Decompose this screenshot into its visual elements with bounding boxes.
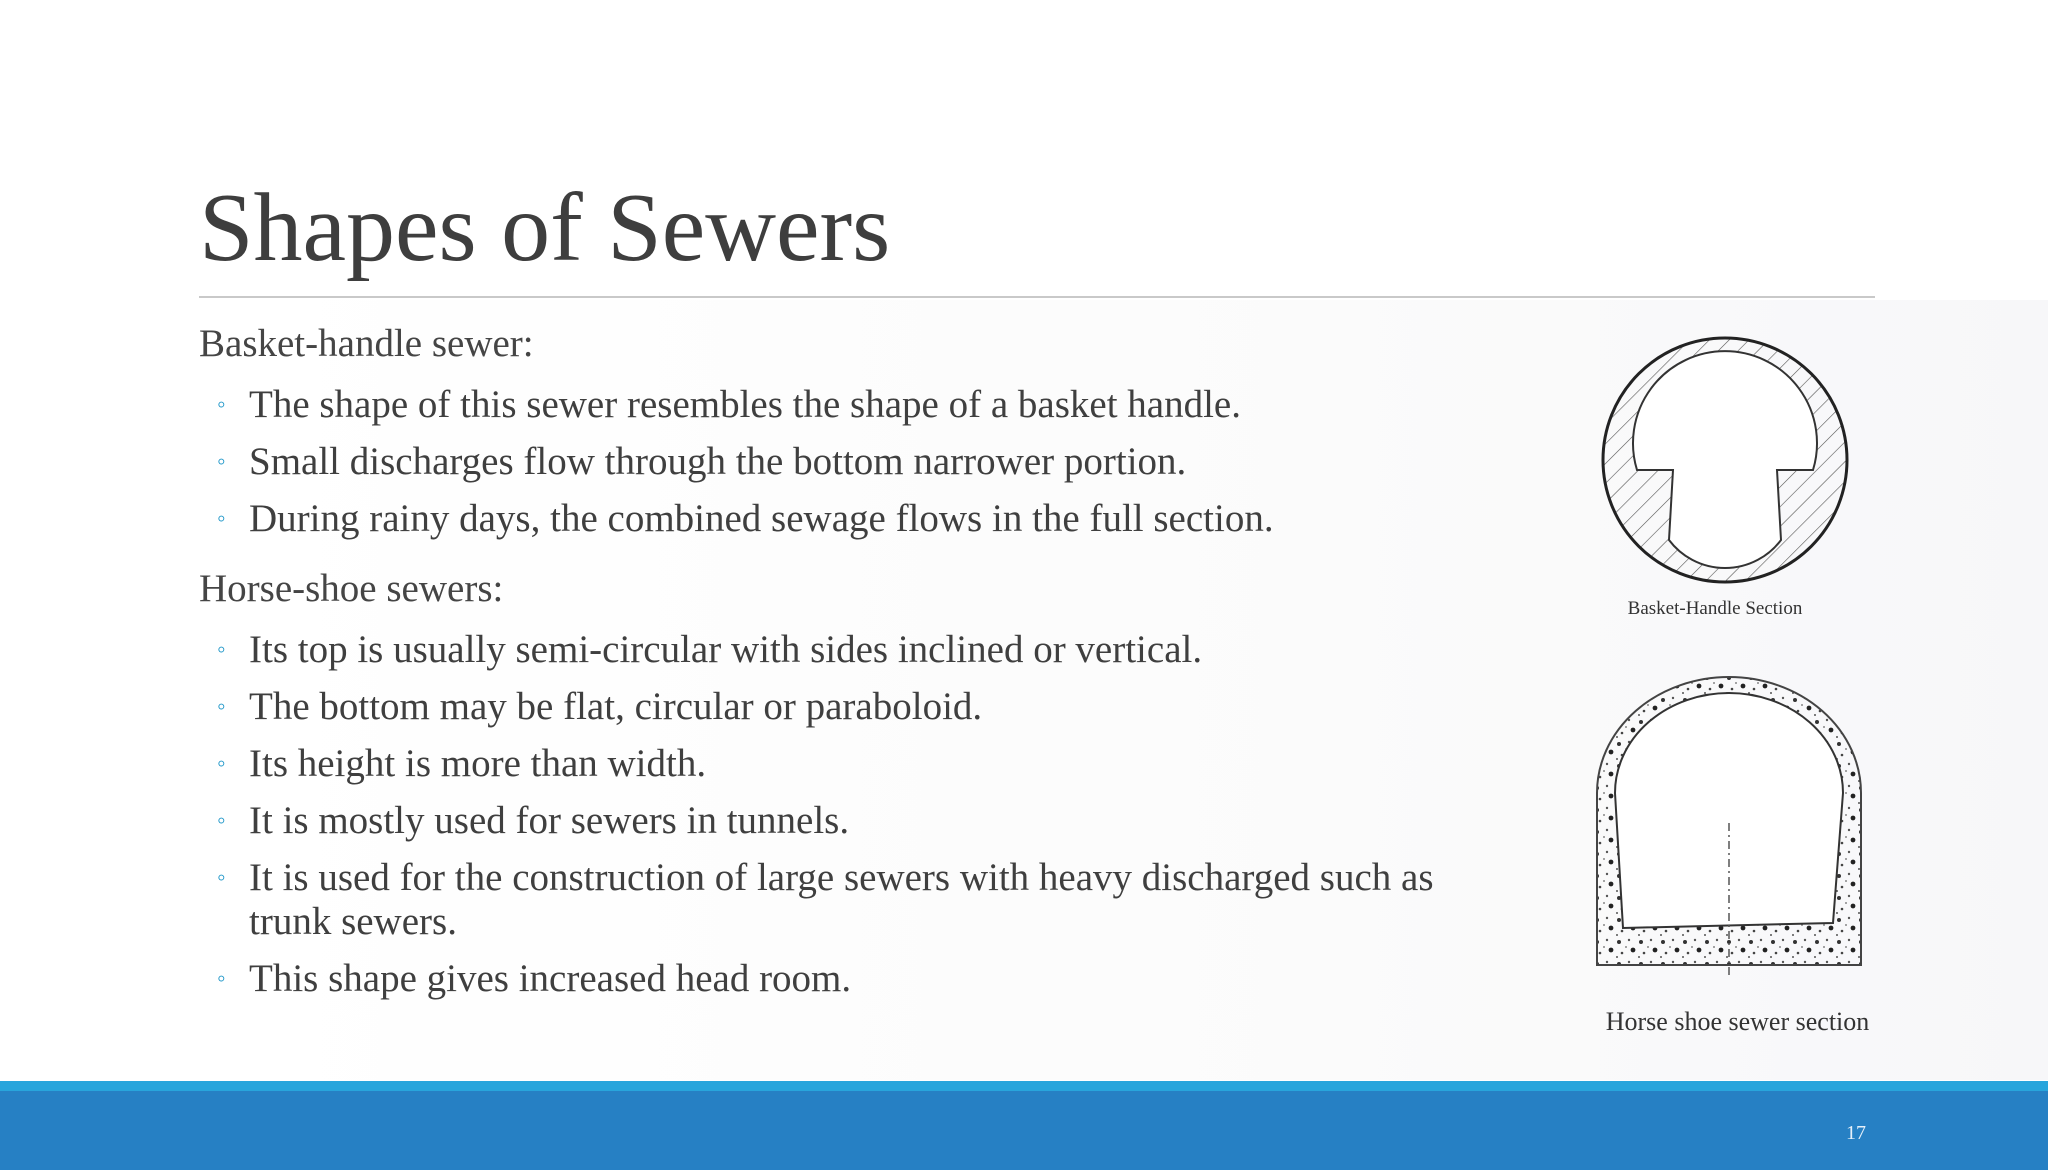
bullet-circle-icon: ◦ bbox=[217, 966, 226, 992]
footer-bar bbox=[0, 1091, 2048, 1170]
list-item bbox=[199, 440, 1499, 484]
list-item bbox=[199, 628, 1499, 672]
bullet-list bbox=[199, 383, 1499, 541]
title-divider bbox=[199, 296, 1875, 298]
bullet-circle-icon: ◦ bbox=[217, 449, 226, 475]
slide-body bbox=[199, 318, 1499, 1001]
bullet-circle-icon: ◦ bbox=[217, 637, 226, 663]
list-item-text: During rainy days, the combined sewage flows in the full section. bbox=[249, 497, 1274, 540]
section-heading: Basket-handle sewer: bbox=[199, 322, 534, 365]
bullet-circle-icon: ◦ bbox=[217, 392, 226, 418]
bullet-circle-icon: ◦ bbox=[217, 506, 226, 532]
list-item-text: Its height is more than width. bbox=[249, 742, 707, 785]
list-item bbox=[199, 742, 1499, 786]
list-item-text: The bottom may be flat, circular or paraboloid. bbox=[249, 685, 983, 728]
list-item-text: It is mostly used for sewers in tunnels. bbox=[249, 799, 850, 842]
section-basket-handle bbox=[199, 318, 1499, 541]
section-heading: Horse-shoe sewers: bbox=[199, 567, 504, 610]
slide-title: Shapes of Sewers bbox=[199, 174, 891, 282]
list-item bbox=[199, 685, 1499, 729]
bullet-circle-icon: ◦ bbox=[217, 808, 226, 834]
footer-accent-stripe bbox=[0, 1081, 2048, 1091]
list-item bbox=[199, 497, 1499, 541]
basket-handle-section-diagram bbox=[1595, 335, 1855, 585]
list-item bbox=[199, 957, 1499, 1001]
list-item bbox=[199, 799, 1499, 843]
list-item bbox=[199, 383, 1499, 427]
list-item-text: This shape gives increased head room. bbox=[249, 957, 852, 1000]
list-item-text: Its top is usually semi-circular with sides inclined or vertical. bbox=[249, 628, 1203, 671]
list-item-text: Small discharges flow through the bottom narrower portion. bbox=[249, 440, 1187, 483]
list-item bbox=[199, 856, 1449, 944]
bullet-circle-icon: ◦ bbox=[217, 694, 226, 720]
figure-caption: Basket-Handle Section bbox=[1627, 598, 1803, 619]
section-horse-shoe bbox=[199, 563, 1499, 1001]
list-item-text: It is used for the construction of large sewers with heavy discharged such as trunk sewers. bbox=[249, 856, 1434, 943]
figure-caption: Horse shoe sewer section bbox=[1605, 1007, 1870, 1036]
horse-shoe-section-diagram bbox=[1593, 673, 1865, 983]
list-item-text: The shape of this sewer resembles the shape of a basket handle. bbox=[249, 383, 1241, 426]
bullet-circle-icon: ◦ bbox=[217, 865, 226, 891]
bullet-list bbox=[199, 628, 1499, 1001]
bullet-circle-icon: ◦ bbox=[217, 751, 226, 777]
page-number: 17 bbox=[1846, 1122, 1866, 1144]
